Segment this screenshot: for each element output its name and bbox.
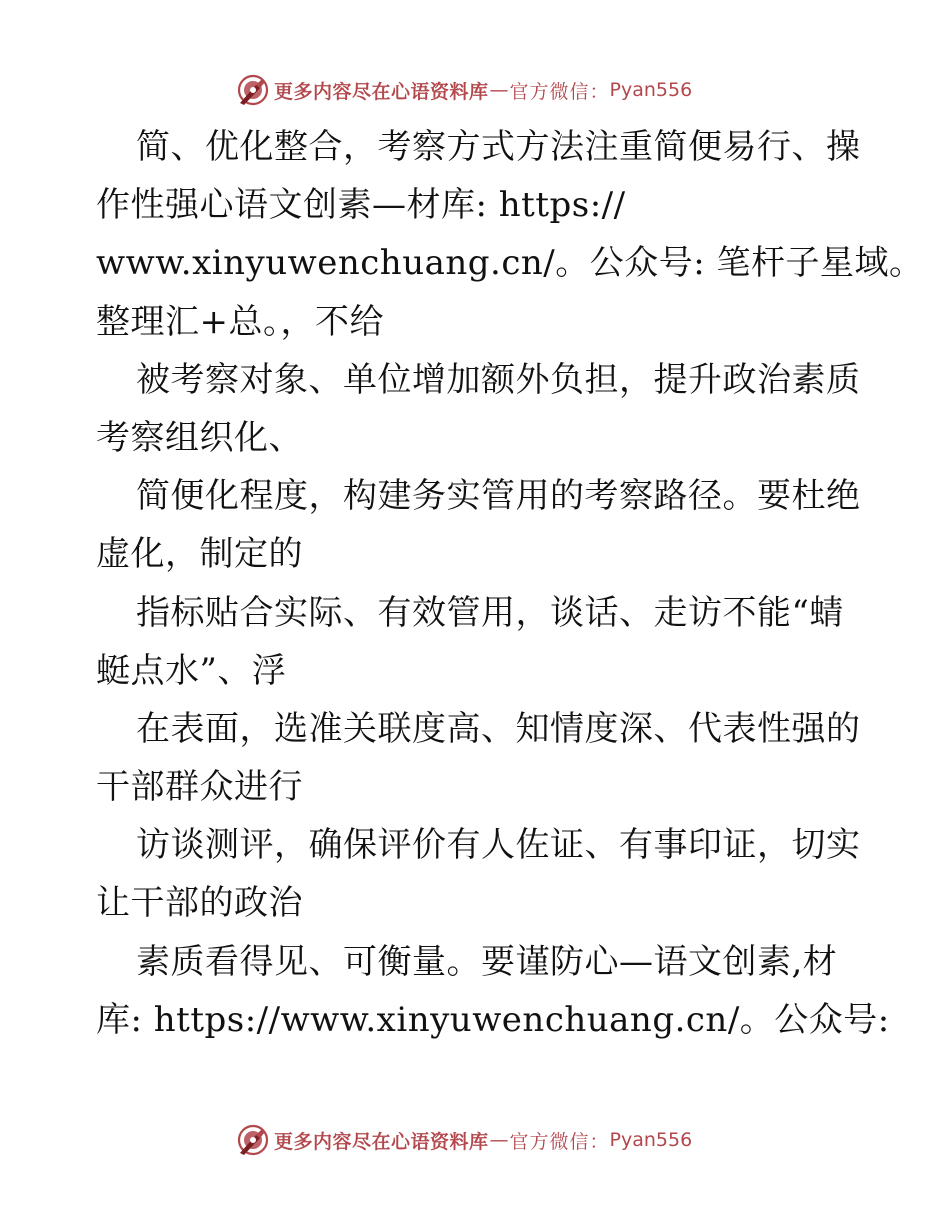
body-line: 素质看得见、可衡量。要谨防心—语文创素,材 (136, 941, 838, 982)
body-line: 库: https://www.xinyuwenchuang.cn/。公众号: (96, 999, 890, 1040)
body-line: 蜓点水”、浮 (96, 650, 287, 691)
banner-brand-text: 更多内容尽在心语资料库 (274, 80, 489, 103)
body-line: 在表面，选准关联度高、知情度深、代表性强的 (136, 708, 861, 749)
body-line: 简、优化整合，考察方式方法注重简便易行、操 (136, 127, 861, 167)
banner-brand-text: 更多内容尽在心语资料库 (274, 1130, 489, 1153)
body-line: www.xinyuwenchuang.cn/。公众号: 笔杆子星域。 (96, 243, 924, 284)
body-line: 简便化程度，构建务实管用的考察路径。要杜绝 (136, 476, 861, 517)
body-line: 访谈测评，确保评价有人佐证、有事印证，切实 (136, 825, 861, 866)
body-line: 虚化，制定的 (96, 534, 303, 575)
banner-dash: — (489, 1129, 509, 1151)
banner-wechat-label: 官方微信： (509, 1130, 610, 1153)
body-line: 考察组织化、 (96, 417, 303, 458)
banner-wechat-id: Pyan556 (609, 1129, 693, 1151)
body-line: 作性强心语文创素—材库: https:// (96, 185, 626, 226)
banner-wechat-label: 官方微信： (509, 80, 610, 103)
document-body (96, 118, 924, 1049)
body-line: 指标贴合实际、有效管用，谈话、走访不能“蜻 (136, 592, 844, 633)
body-line: 让干部的政治 (96, 883, 303, 924)
body-line: 整理汇+总。，不给 (96, 301, 384, 342)
pen-logo-icon (236, 73, 270, 107)
pen-logo-icon (236, 1123, 270, 1157)
body-line: 被考察对象、单位增加额外负担，提升政治素质 (136, 359, 861, 400)
body-line: 干部群众进行 (96, 767, 303, 808)
banner-dash: — (489, 79, 509, 101)
banner-wechat-id: Pyan556 (609, 79, 693, 101)
footer-banner (236, 1122, 716, 1158)
header-banner (236, 72, 716, 108)
